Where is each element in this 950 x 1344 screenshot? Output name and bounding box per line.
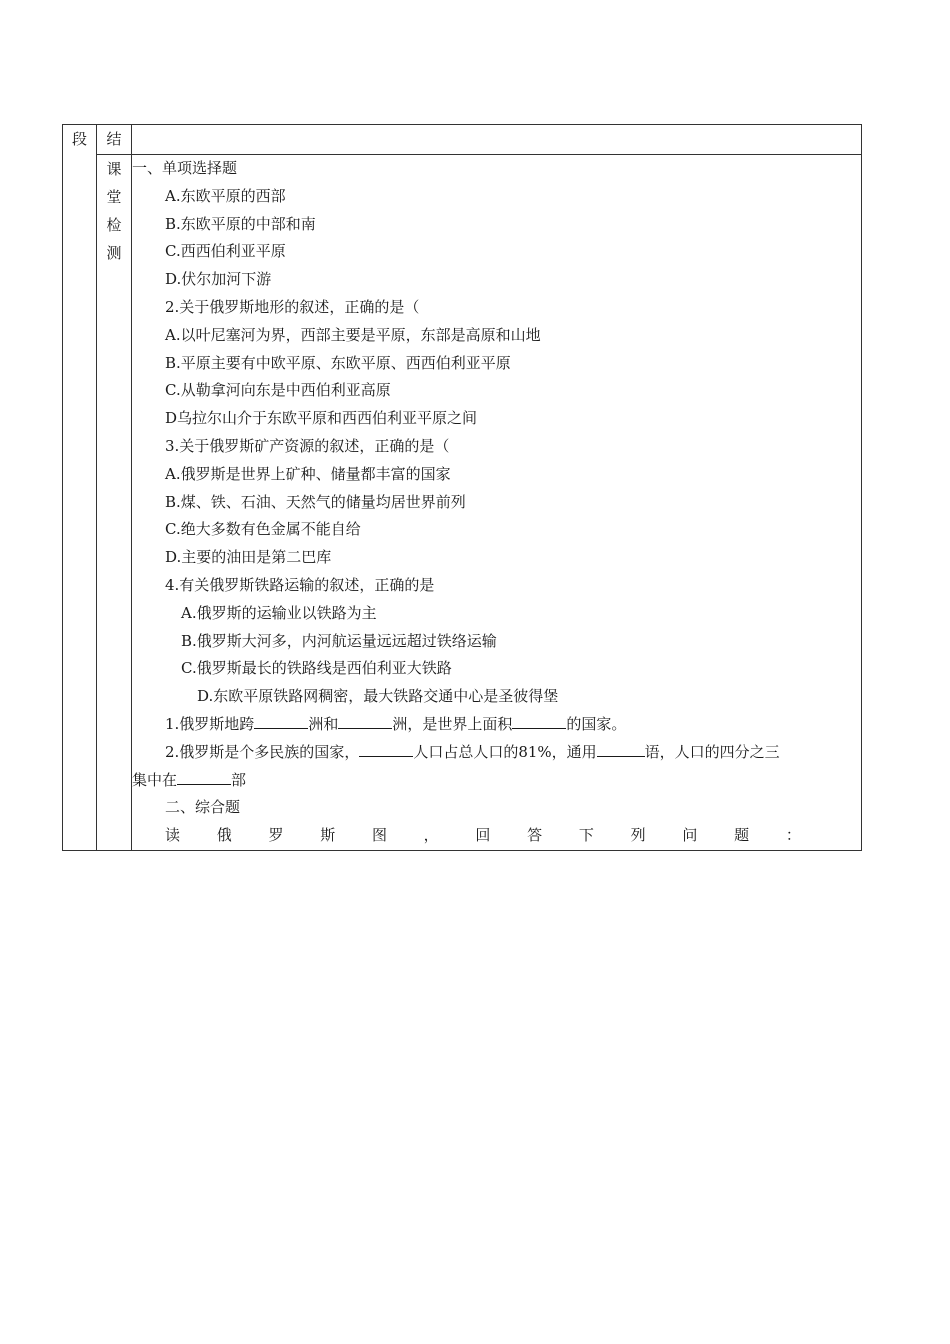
fb2-blank-2 — [597, 741, 645, 757]
stage-label-cell — [63, 125, 97, 851]
section2-prompt — [132, 822, 861, 850]
prompt-char: 下 — [578, 826, 594, 845]
classroom-test-label-cell — [97, 155, 132, 851]
fb1-text-4: 的国家。 — [566, 714, 627, 733]
fill-blank-2 — [132, 739, 861, 767]
summary-label: 结 — [106, 130, 122, 148]
label-char: 堂 — [106, 188, 122, 206]
q4-option-b: B.俄罗斯大河多，内河航运量远远超过铁络运输 — [181, 631, 497, 650]
q2-option-d: D乌拉尔山介于东欧平原和西西伯利亚平原之间 — [165, 409, 478, 428]
q3-option-d: D.主要的油田是第二巴库 — [165, 548, 332, 567]
lesson-table — [62, 124, 862, 851]
summary-row — [63, 125, 862, 155]
label-char: 测 — [106, 244, 122, 262]
fill-blank-1 — [132, 711, 861, 739]
q1-option-c: C.西西伯利亚平原 — [165, 242, 286, 261]
prompt-char: 答 — [527, 826, 543, 845]
prompt-char: 读 — [165, 826, 181, 845]
prompt-char: ： — [785, 826, 801, 845]
fb2-text-3: 语，人口的四分之三 — [644, 742, 780, 761]
fb1-text-2: 洲和 — [308, 714, 339, 733]
stage-label: 段 — [71, 130, 87, 148]
q1-option-b: B.东欧平原的中部和南 — [165, 214, 316, 233]
fb1-blank-3 — [512, 713, 566, 729]
q3-option-b: B.煤、铁、石油、天然气的储量均居世界前列 — [165, 492, 466, 511]
fill-blank-2-cont — [132, 767, 861, 795]
fb2-text-5: 部 — [231, 770, 247, 789]
fb1-blank-2 — [338, 713, 392, 729]
fb2-blank-3 — [177, 769, 231, 785]
prompt-char: 问 — [682, 826, 698, 845]
q3-option-c: C.绝大多数有色金属不能自给 — [165, 520, 361, 539]
q2-option-a: A.以叶尼塞河为界，西部主要是平原，东部是高原和山地 — [165, 325, 541, 344]
summary-content-cell — [132, 125, 862, 155]
section2-title: 二、综合题 — [165, 798, 241, 817]
classroom-test-content — [132, 155, 862, 851]
prompt-char: 斯 — [320, 826, 336, 845]
prompt-char: 题 — [734, 826, 750, 845]
q1-option-a: A.东欧平原的西部 — [165, 186, 286, 205]
q4-option-a: A.俄罗斯的运输业以铁路为主 — [181, 603, 377, 622]
section1-title: 一、单项选择题 — [132, 159, 238, 177]
q2-option-b: B.平原主要有中欧平原、东欧平原、西西伯利亚平原 — [165, 353, 511, 372]
label-char: 课 — [106, 160, 122, 178]
prompt-char: 列 — [630, 826, 646, 845]
q2-option-c: C.从勒拿河向东是中西伯利亚高原 — [165, 381, 391, 400]
fb1-blank-1 — [254, 713, 308, 729]
q4-stem: 4.有关俄罗斯铁路运输的叙述，正确的是 — [165, 575, 435, 594]
fb2-text-4: 集中在 — [132, 770, 178, 789]
q3-option-a: A.俄罗斯是世界上矿种、储量都丰富的国家 — [165, 464, 451, 483]
q4-option-c: C.俄罗斯最长的铁路线是西伯利亚大铁路 — [181, 659, 452, 678]
fb1-text-3: 洲，是世界上面积 — [392, 714, 513, 733]
label-char: 检 — [106, 216, 122, 234]
classroom-test-row — [63, 155, 862, 851]
fb2-text-2: 人口占总人口的81%，通用 — [413, 742, 597, 761]
fb2-blank-1 — [359, 741, 413, 757]
prompt-char: 俄 — [216, 826, 232, 845]
prompt-char: 回 — [475, 826, 491, 845]
prompt-char: 罗 — [268, 826, 284, 845]
summary-label-cell — [97, 125, 132, 155]
fb1-text-1: 1.俄罗斯地跨 — [165, 714, 255, 733]
q2-stem: 2.关于俄罗斯地形的叙述，正确的是（ — [165, 297, 420, 316]
q4-option-d: D.东欧平原铁路网稠密，最大铁路交通中心是圣彼得堡 — [197, 687, 559, 706]
q1-option-d: D.伏尔加河下游 — [165, 270, 272, 289]
fb2-text-1: 2.俄罗斯是个多民族的国家， — [165, 742, 360, 761]
prompt-char: ， — [423, 826, 439, 845]
q3-stem: 3.关于俄罗斯矿产资源的叙述，正确的是（ — [165, 436, 450, 455]
prompt-char: 图 — [371, 826, 387, 845]
